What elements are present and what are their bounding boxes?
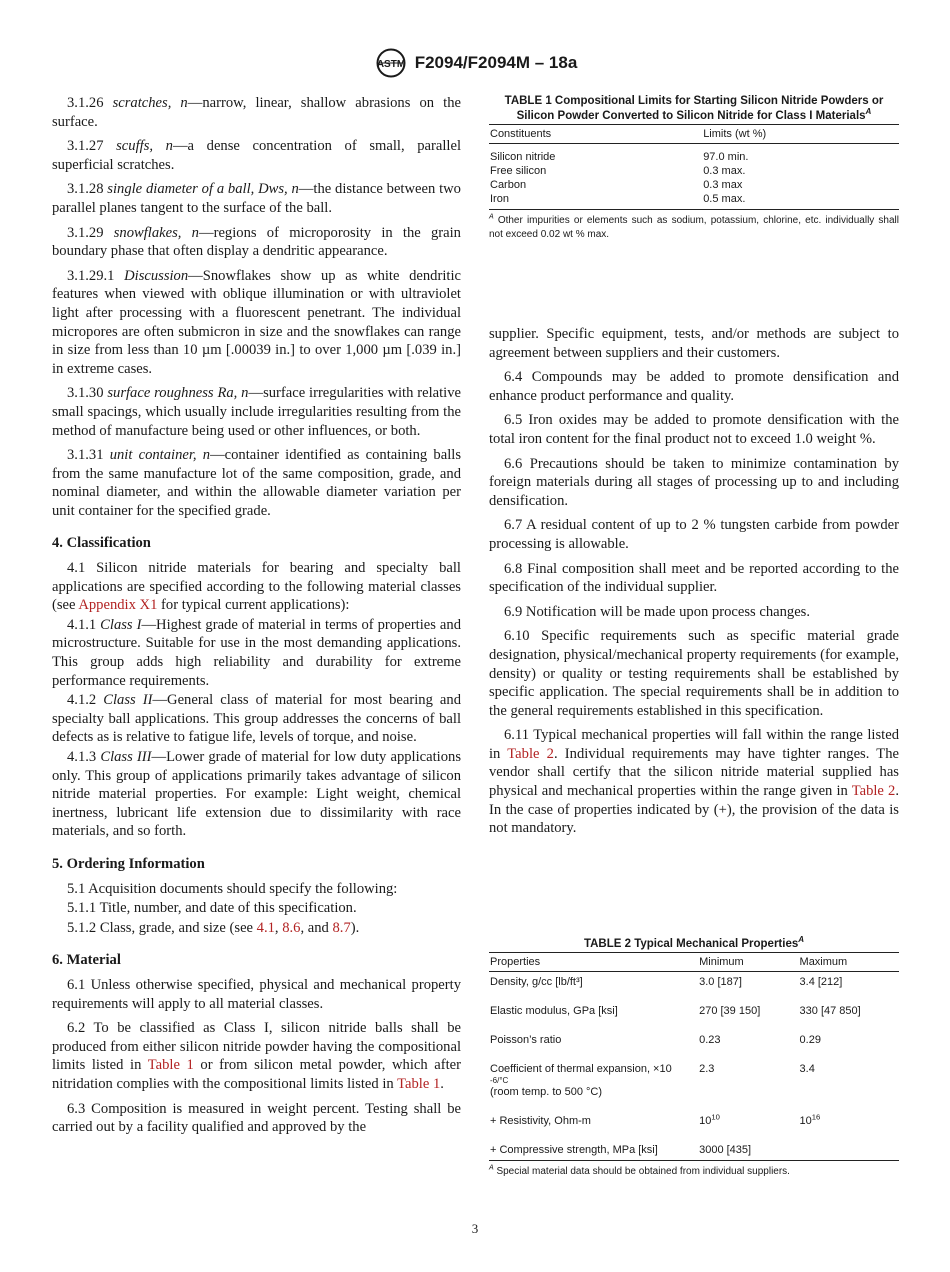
paragraph-text: —regions of microporosity in the grain boundary phase that often display a dendritic appearance. xyxy=(52,224,461,260)
paragraph-text: for typical current applications): xyxy=(157,597,350,614)
section-heading: 6. Material xyxy=(52,952,121,969)
table-cell: Carbon xyxy=(490,179,527,191)
section-heading: 5. Ordering Information xyxy=(52,855,205,872)
paragraph-text: . xyxy=(440,1075,444,1092)
table-2-header: Minimum xyxy=(698,953,798,972)
paragraph-text: Precautions should be taken to minimize contamination by foreign materials during all stages of processing up to and including densification. xyxy=(489,455,899,509)
defined-term: scratches, n xyxy=(112,95,188,111)
paragraph xyxy=(52,919,461,938)
clause-number: 3.1.28 xyxy=(67,181,104,198)
clause-number: 3.1.29 xyxy=(67,224,104,241)
table-1 xyxy=(489,94,899,242)
clause-number: 5.1.1 xyxy=(67,900,97,917)
paragraph xyxy=(52,691,461,747)
clause-number: 3.1.29.1 xyxy=(67,267,115,284)
table-row xyxy=(489,164,899,178)
property-cell xyxy=(489,1001,698,1030)
min-value-cell xyxy=(698,1140,798,1161)
min-value-cell xyxy=(698,1001,798,1030)
clause-number: 6.3 xyxy=(67,1100,86,1117)
clause-number: 6.8 xyxy=(504,560,523,577)
paragraph xyxy=(52,976,461,1013)
paragraph xyxy=(489,726,899,838)
min-value-cell xyxy=(698,1059,798,1111)
table-1-footnote: $^A$ Other impurities or elements such as sodium, potassium, chlorine, etc. individually shall not exceed 0.02 wt % max. xyxy=(489,213,900,240)
paragraph-text: —Highest grade of material in terms of properties and microstructure. Suitable for use in the most demanding applications. This group adds high reliability and durability for extreme performance requirements. xyxy=(52,616,461,689)
table-cell: Free silicon xyxy=(490,165,547,177)
defined-term: Class I xyxy=(100,616,142,633)
paragraph-text: supplier. Specific equipment, tests, and/or methods are subject to agreement between suppliers and their customers. xyxy=(489,326,899,361)
power-base: 10 xyxy=(799,1115,812,1127)
paragraph xyxy=(52,180,461,217)
property-name: Poisson’s ratio xyxy=(490,1034,562,1046)
paragraph-text: —Snowflakes show up as white dendritic features when viewed with oblique illumination or with ultraviolet light after processing with a fluorescent penetrant. The individual micropores are often submicron in size and the snowflakes can range in size from less than 10 µm [.00039 in.] to over 1,000 µm [.039 in.] in extreme cases. xyxy=(52,267,461,377)
cross-reference-link[interactable]: Table 2 xyxy=(851,783,896,800)
clause-number: 4.1.2 xyxy=(67,692,97,709)
table-cell: 0.3 max xyxy=(703,179,743,191)
paragraph-text: Typical mechanical properties will fall within the range listed in xyxy=(489,727,899,762)
table-row xyxy=(489,178,899,192)
table-cell: Iron xyxy=(490,193,509,205)
clause-number: 3.1.30 xyxy=(67,385,104,402)
paragraph-text: —a dense concentration of small, parallel superficial scratches. xyxy=(52,138,461,173)
defined-term: Class III xyxy=(100,749,152,765)
clause-number: 6.5 xyxy=(504,412,523,429)
max-value: 0.29 xyxy=(799,1034,821,1046)
paragraph xyxy=(489,368,899,405)
clause-number: 6.9 xyxy=(504,603,523,620)
cross-reference-link[interactable]: 8.6 xyxy=(282,919,301,936)
paragraph-text: Acquisition documents should specify the following: xyxy=(88,880,398,897)
property-name: + Compressive strength, MPa [ksi] xyxy=(490,1144,658,1156)
property-cell xyxy=(489,1059,698,1111)
paragraph-text: Title, number, and date of this specification. xyxy=(99,900,357,917)
paragraph-text: , xyxy=(274,919,283,936)
paragraph xyxy=(52,899,461,918)
logo-text: ASTM xyxy=(376,59,405,70)
min-value: 3.0 [187] xyxy=(699,976,742,988)
clause-number: 6.4 xyxy=(504,369,523,386)
table-row xyxy=(489,192,899,210)
paragraph-text: —narrow, linear, shallow abrasions on the surface. xyxy=(52,95,462,130)
power-base: 10 xyxy=(699,1115,712,1127)
document-designation: F2094/F2094M – 18a xyxy=(414,53,578,72)
paragraph-text: —container identified as containing balls from the same manufacture lot of the same composition, grade, and nominal diameter, and within the allowable diameter variation per unit container for the specified grade. xyxy=(52,447,461,519)
paragraph xyxy=(52,384,461,440)
max-value: 3.4 [212] xyxy=(799,976,843,988)
section-heading: 4. Classification xyxy=(52,535,151,552)
table-row xyxy=(489,1140,899,1161)
clause-number: 6.11 xyxy=(504,727,529,744)
clause-number: 6.6 xyxy=(504,455,523,472)
cross-reference-link[interactable]: 4.1 xyxy=(256,919,275,936)
paragraph-text: —the distance between two parallel planes tangent to the surface of the ball. xyxy=(52,181,461,216)
defined-term: single diameter of a ball, Dws, n xyxy=(107,181,299,198)
clause-number: 6.7 xyxy=(504,517,523,534)
clause-number: 3.1.27 xyxy=(67,138,104,155)
paragraph-text: Notification will be made upon process changes. xyxy=(525,603,810,620)
clause-number: 6.2 xyxy=(67,1020,86,1037)
max-value-cell xyxy=(799,1030,899,1059)
table-row xyxy=(489,1059,899,1111)
table-cell: 0.3 max. xyxy=(703,165,746,177)
min-value-cell xyxy=(698,972,798,1002)
paragraph xyxy=(52,224,461,261)
page-header xyxy=(0,48,950,78)
property-line: Coefficient of thermal expansion, ×10 xyxy=(490,1063,672,1075)
property-name: Density, g/cc [lb/ft³] xyxy=(490,976,583,988)
min-value: 0.23 xyxy=(699,1034,721,1046)
astm-logo-icon xyxy=(373,48,409,78)
clause-number: 5.1 xyxy=(67,880,86,897)
paragraph-text: Specific requirements such as specific material grade designation, physical/mechanical property requirements (for example, density) or quality or testing requirements shall be established by specific application. The special requirements shall be in addition to the general requirements established in this specification. xyxy=(489,628,900,719)
clause-number: 4.1 xyxy=(67,560,86,577)
paragraph xyxy=(489,455,899,511)
paragraph-text: —surface irregularities with relative small spacings, which usually include irregularities resulting from the method of manufacture being used or other influences, or both. xyxy=(52,385,461,439)
paragraph-text: Unless otherwise specified, physical and mechanical property requirements will apply to all material classes. xyxy=(52,976,461,1012)
max-value-cell xyxy=(799,1059,899,1111)
max-value: 3.4 xyxy=(799,1063,815,1075)
paragraph xyxy=(489,627,899,720)
max-value: 330 [47 850] xyxy=(799,1005,861,1017)
cross-reference-link[interactable]: Appendix X1 xyxy=(78,597,158,614)
paragraph xyxy=(52,1019,461,1093)
table-row xyxy=(489,1001,899,1030)
paragraph xyxy=(489,516,899,553)
max-value-cell xyxy=(799,1001,899,1030)
paragraph-text: or from silicon metal powder, which after nitridation complies with the compositional limits listed in xyxy=(52,1057,461,1092)
cross-reference-link[interactable]: Table 1 xyxy=(147,1057,194,1074)
cross-reference-link[interactable]: Table 2 xyxy=(507,745,554,762)
table-cell: Silicon nitride xyxy=(490,151,556,163)
paragraph-text: , and xyxy=(300,919,333,936)
defined-term: Class II xyxy=(103,692,153,709)
min-value: 3000 [435] xyxy=(699,1144,752,1156)
property-line: (room temp. to 500 °C) xyxy=(490,1086,602,1098)
paragraph xyxy=(52,267,461,379)
paragraph xyxy=(489,603,899,622)
paragraph xyxy=(52,446,461,520)
paragraph-text: Compounds may be added to promote densification and enhance product performance and quality. xyxy=(489,369,900,404)
paragraph-text: A residual content of up to 2 % tungsten carbide from powder processing is allowable. xyxy=(489,517,900,552)
power-exponent: 10 xyxy=(711,1112,720,1122)
paragraph-text: Final composition shall meet and be reported according to the specification of the individual supplier. xyxy=(489,560,899,596)
table-row xyxy=(489,1111,899,1140)
table-cell: 0.5 max. xyxy=(703,193,746,205)
paragraph-text: —Lower grade of material for low duty applications only. This group of applications primarily takes advantage of silicon nitride material properties. For example: Light weight, chemical inertness, lubricant life extension due to dissimilarity with race materials, and so forth. xyxy=(52,749,461,840)
property-cell xyxy=(489,972,698,1002)
paragraph-text: Iron oxides may be added to promote densification with the total iron content for the final product not to exceed 1.0 weight %. xyxy=(489,412,899,447)
cross-reference-link[interactable]: 8.7 xyxy=(332,919,351,936)
paragraph xyxy=(52,748,461,841)
page-number: 3 xyxy=(471,1221,479,1236)
property-line: -6/°C xyxy=(490,1076,509,1085)
paragraph xyxy=(52,94,461,131)
paragraph xyxy=(489,325,899,362)
table-2-footnote: $^A$ Special material data should be obtained from individual suppliers. xyxy=(489,1164,790,1177)
clause-number: 4.1.3 xyxy=(67,749,97,765)
paragraph-text: Silicon nitride materials for bearing and specialty ball applications are specified according to the following material classes (see xyxy=(52,560,461,614)
paragraph-text: Class, grade, and size (see xyxy=(99,919,257,936)
table-2-grid xyxy=(489,952,899,1161)
defined-term: unit container, n xyxy=(109,447,211,464)
table-1-header: Constituents xyxy=(489,125,702,144)
property-name: Elastic modulus, GPa [ksi] xyxy=(490,1005,618,1017)
paragraph-text: Composition is measured in weight percent. Testing shall be carried out by a facility qualified and approved by the xyxy=(52,1100,461,1136)
table-row xyxy=(489,144,899,165)
clause-number: 5.1.2 xyxy=(67,919,97,936)
table-row xyxy=(489,1030,899,1059)
paragraph-text: To be classified as Class I, silicon nitride balls shall be produced from either silicon nitride powder having the compositional limits listed in xyxy=(52,1020,461,1074)
min-value-cell xyxy=(698,1030,798,1059)
paragraph-text: —General class of material for most bearing and specialty ball applications. This group addresses the concerns of ball defects as is relative to fatigue life, levels of torque, and noise. xyxy=(52,692,462,746)
paragraph xyxy=(52,1100,461,1137)
clause-number: 6.1 xyxy=(67,976,86,993)
defined-term: Discussion xyxy=(124,267,189,284)
power-exponent: 16 xyxy=(811,1112,821,1122)
clause-number: 3.1.31 xyxy=(67,447,104,464)
paragraph xyxy=(52,137,461,174)
property-cell xyxy=(489,1111,698,1140)
clause-number: 3.1.26 xyxy=(67,95,104,111)
defined-term: surface roughness Ra, n xyxy=(107,385,249,402)
max-value-cell xyxy=(799,1111,899,1140)
table-1-header: Limits (wt %) xyxy=(702,125,899,144)
paragraph xyxy=(52,616,461,690)
table-2-title: TABLE 2 Typical Mechanical Properties$^A$ xyxy=(583,935,805,950)
property-cell xyxy=(489,1140,698,1161)
max-value-cell xyxy=(799,1140,899,1161)
property-name: + Resistivity, Ohm-m xyxy=(490,1115,591,1127)
paragraph xyxy=(489,560,899,597)
paragraph-text: ). xyxy=(350,919,360,936)
right-column xyxy=(489,325,899,844)
table-row xyxy=(489,972,899,1002)
table-cell: 97.0 min. xyxy=(703,151,749,163)
property-cell xyxy=(489,1030,698,1059)
paragraph xyxy=(489,411,899,448)
clause-number: 4.1.1 xyxy=(67,616,97,633)
table-1-grid xyxy=(489,124,899,210)
defined-term: snowflakes, n xyxy=(113,224,199,241)
max-value-cell xyxy=(799,972,899,1002)
min-value-cell xyxy=(698,1111,798,1140)
left-column xyxy=(52,94,461,1143)
paragraph-text: . Individual requirements may have tighter ranges. The vendor shall certify that the silicon nitride material supplied has physical and mechanical properties within the range given in xyxy=(489,745,899,800)
table-1-title: TABLE 1 Compositional Limits for Starting Silicon Nitride Powders or Silicon Powder Converted to Silicon Nitride for Class I Materials$^A$ xyxy=(504,95,884,122)
table-2 xyxy=(489,937,899,1179)
defined-term: scuffs, n xyxy=(116,138,173,155)
table-2-header: Maximum xyxy=(799,953,899,972)
clause-number: 6.10 xyxy=(504,628,530,645)
paragraph-text: . In the case of properties indicated by (+), the provision of the data is not mandatory. xyxy=(489,783,899,837)
table-2-header: Properties xyxy=(489,953,698,972)
cross-reference-link[interactable]: Table 1 xyxy=(397,1075,441,1092)
min-value: 2.3 xyxy=(699,1063,715,1075)
paragraph xyxy=(52,559,461,615)
min-value: 270 [39 150] xyxy=(699,1005,761,1017)
paragraph xyxy=(52,880,461,899)
